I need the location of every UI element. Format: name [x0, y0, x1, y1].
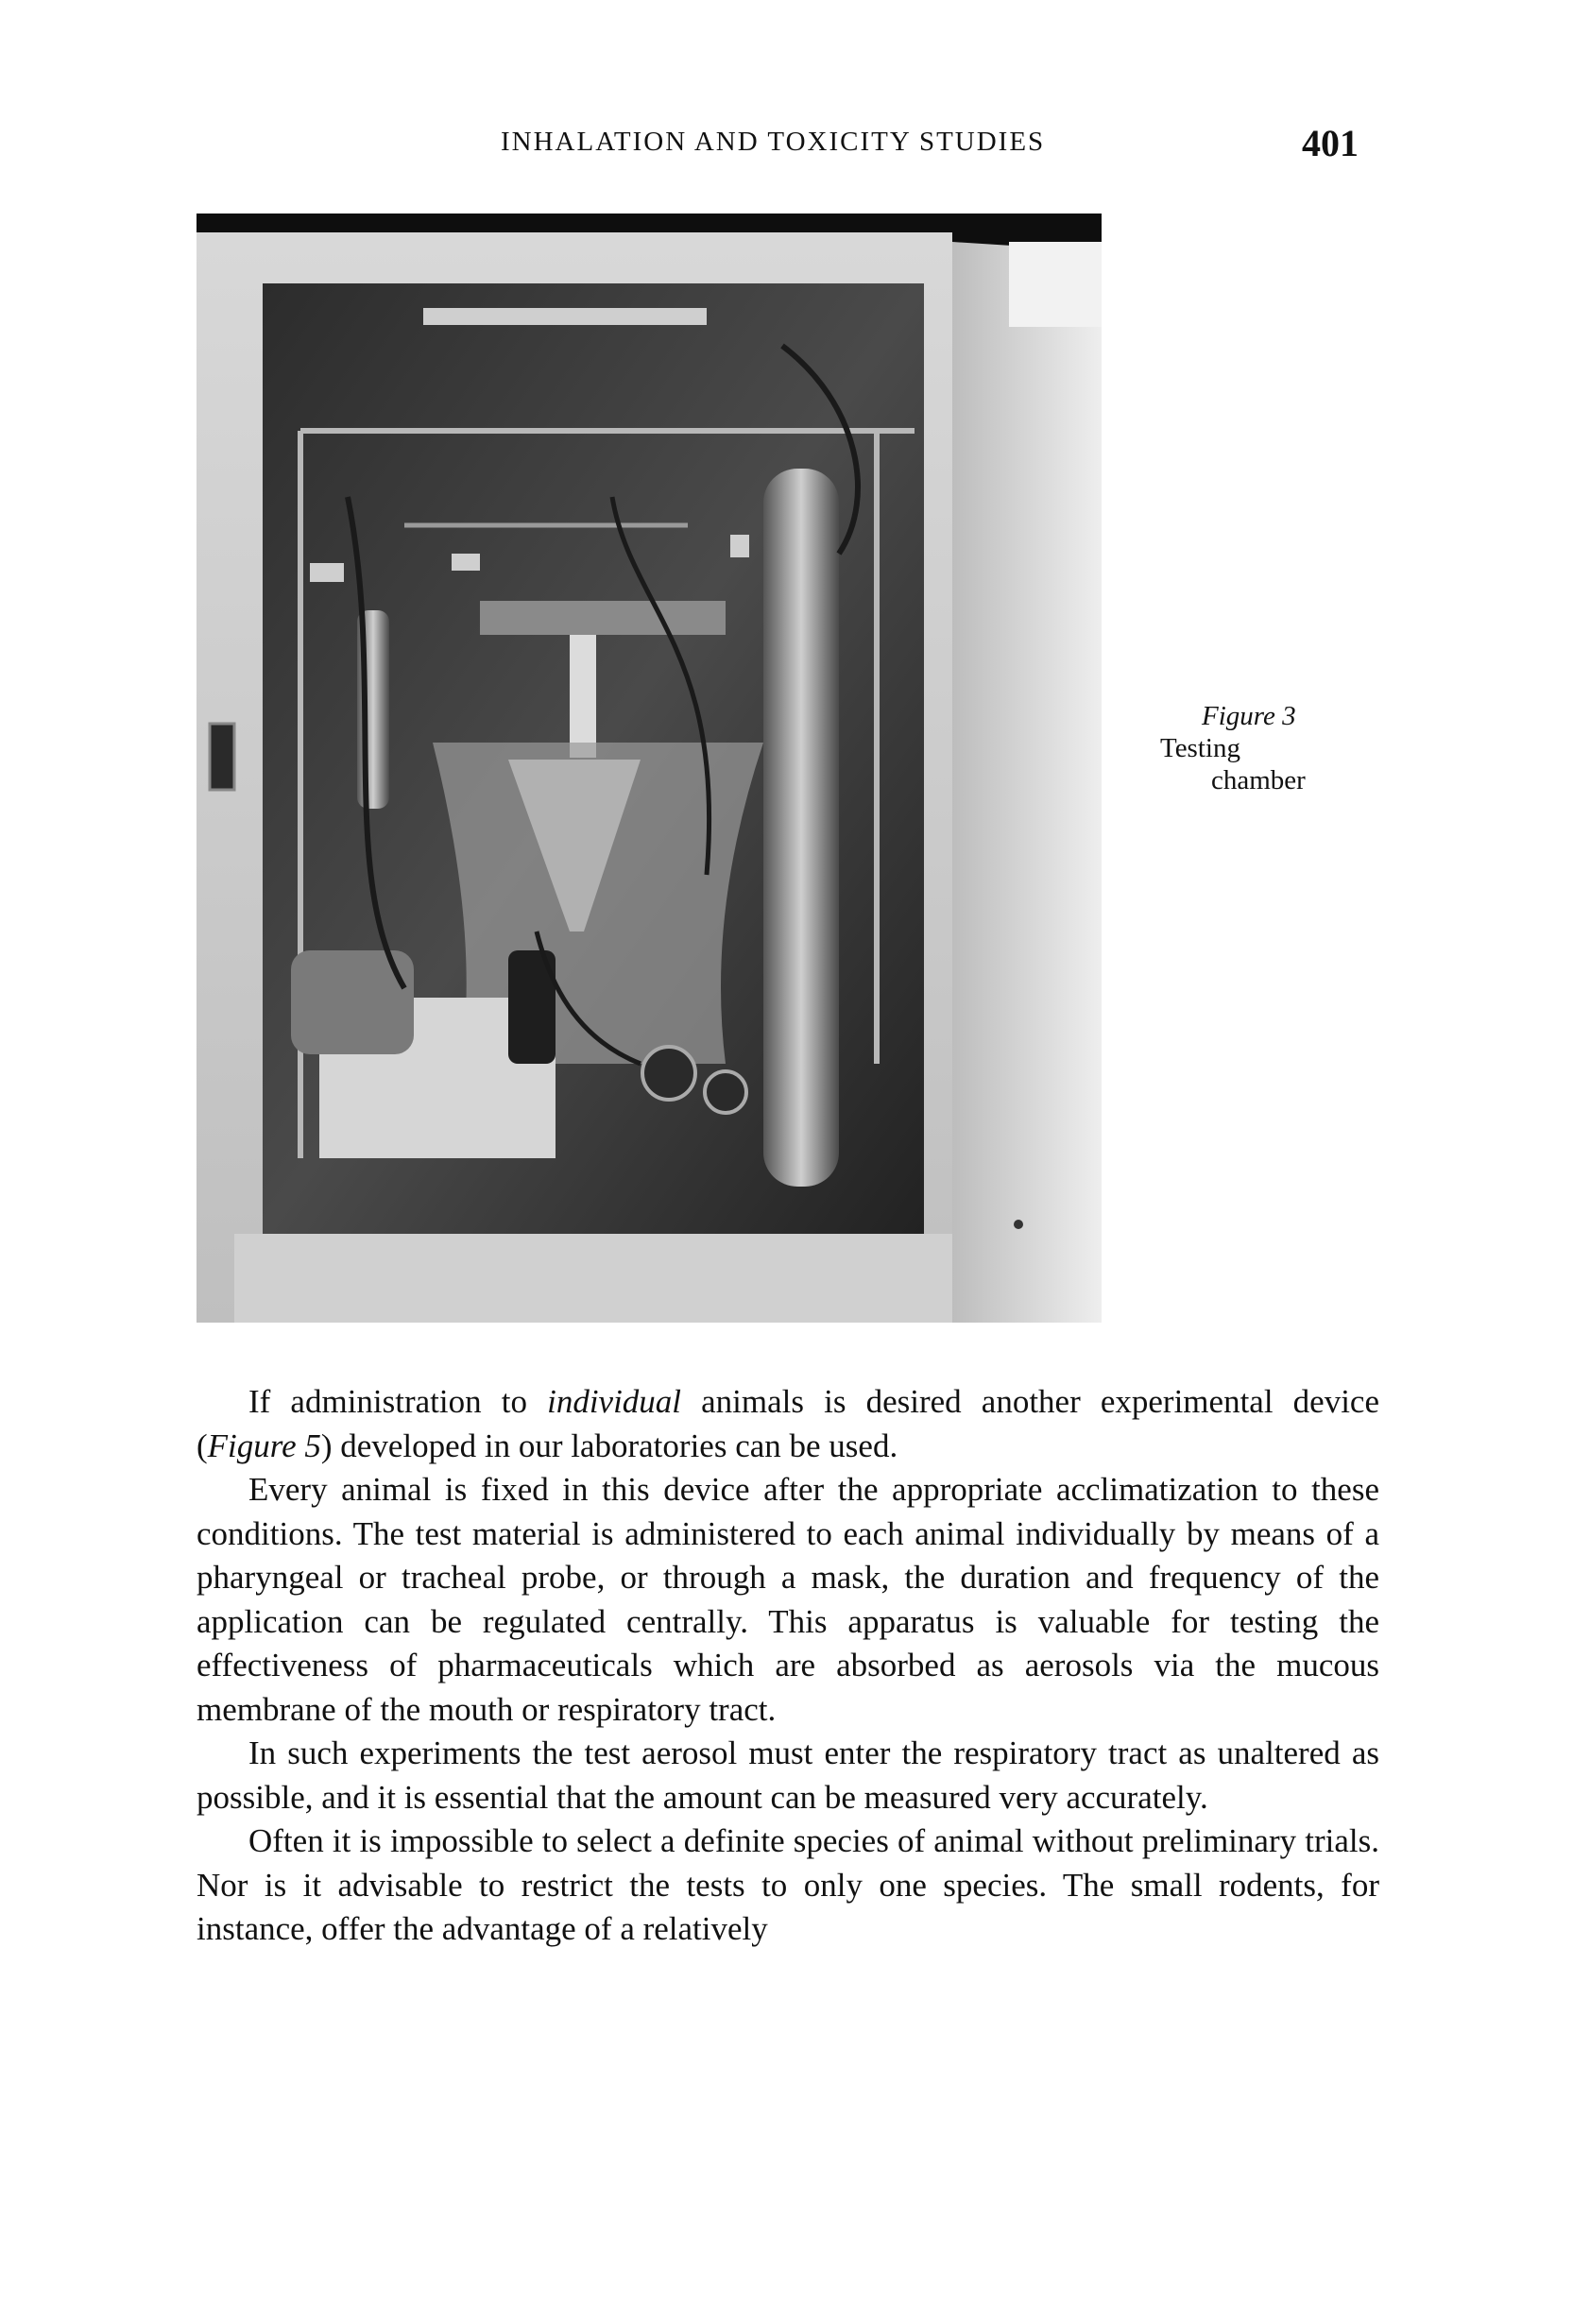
- testing-chamber-photo: [197, 214, 1102, 1323]
- running-header: INHALATION AND TOXICITY STUDIES: [501, 127, 1046, 157]
- figure-reference: Figure 5: [207, 1427, 321, 1464]
- paragraph-1-text-a: If administration to: [248, 1383, 548, 1420]
- figure-label: Figure 3: [1202, 701, 1296, 731]
- paragraph-1: [197, 1380, 1379, 1468]
- paragraph-1-text-b: animals is desired another experimental device (: [197, 1383, 1379, 1464]
- body-text: [197, 1380, 1379, 1952]
- paragraph-1-text-c: ) developed in our laboratories can be used.: [320, 1427, 898, 1464]
- figure-caption: [1160, 700, 1406, 796]
- paragraph-2: Every animal is fixed in this device after the appropriate acclimatization to these conditions. The test material is administered to each animal individually by means of a pharyngeal or tracheal probe, or through a mask, the duration and frequency of the application can be regulated centrally. This apparatus is valuable for testing the effectiveness of pharmaceuticals which are absorbed as aerosols via the mucous membrane of the mouth or respiratory tract.: [197, 1471, 1379, 1728]
- paragraph-3: In such experiments the test aerosol must enter the respiratory tract as unaltered as possible, and it is essential that the amount can be measured very accurately.: [197, 1734, 1379, 1816]
- caption-line-2: chamber: [1211, 765, 1306, 795]
- page-number: 401: [1302, 122, 1359, 164]
- caption-line-1: Testing: [1160, 733, 1240, 763]
- paragraph-4: Often it is impossible to select a definite species of animal without preliminary trials. Nor is it advisable to restrict the tests to only one species. The small rodents, for instance, offer the advantage of a relatively: [197, 1822, 1379, 1947]
- emphasis-individual: individual: [547, 1383, 682, 1420]
